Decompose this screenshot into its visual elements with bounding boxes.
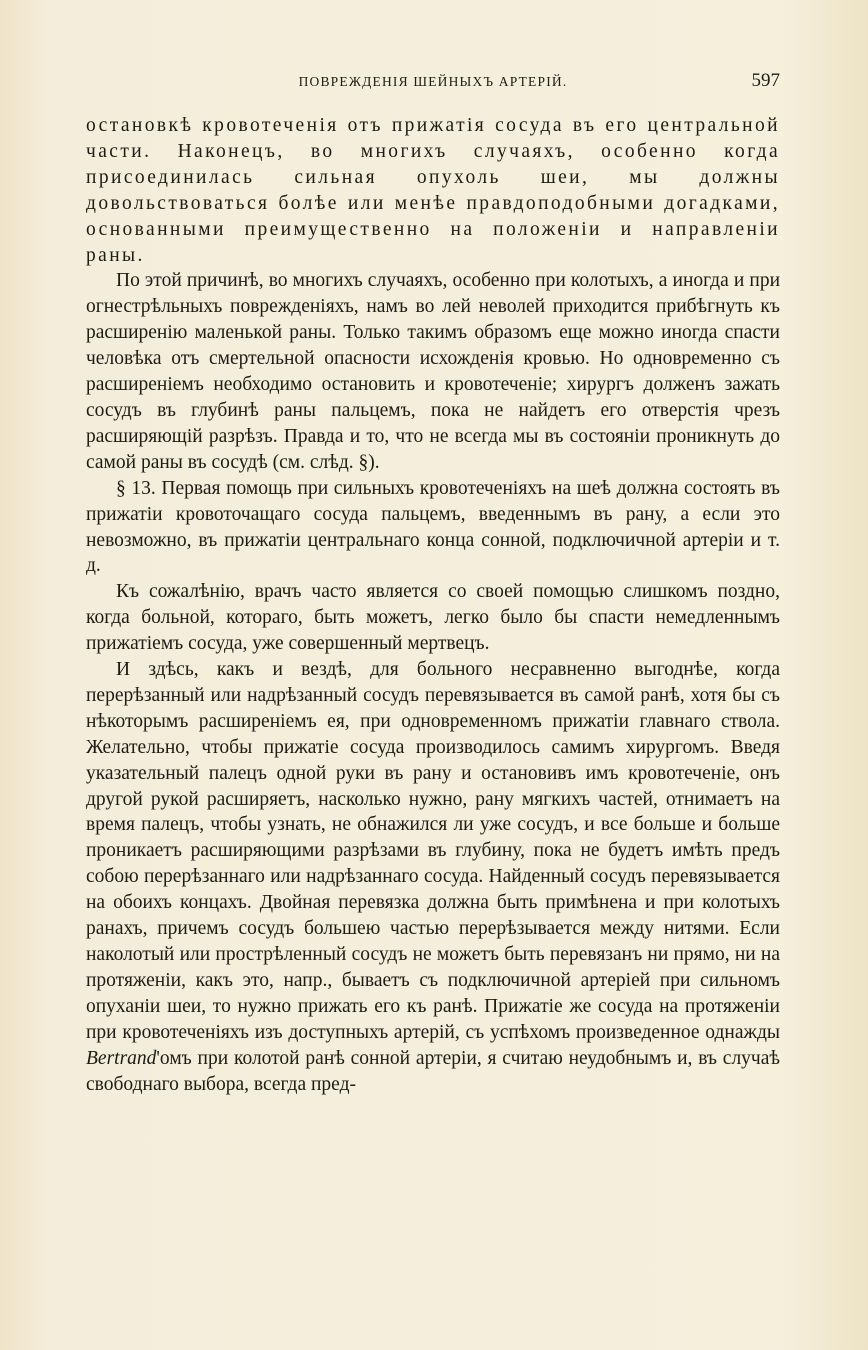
paragraph-section-13: § 13. Первая помощь при сильныхъ кровотеченiяхъ на шеѣ должна состоять въ прижатiи кровоточащаго сосуда пальцемъ, введеннымъ въ рану, а если это невозможно, въ прижатiи центральнаго конца сонной, подключичной артерiи и т. д.: [86, 477, 780, 577]
paragraph-ligation: [86, 657, 780, 1097]
paragraph-late-help: Къ сожалѣнiю, врачъ часто является со своей помощью слишкомъ поздно, когда больной, котораго, быть можетъ, легко было бы спасти немедленнымъ прижатiемъ сосуда, уже совершенный мертвецъ.: [86, 581, 780, 655]
ligation-text-start: И здѣсь, какъ и вездѣ, для больного несравненно выгоднѣе, когда перерѣзанный или надрѣзанный сосудъ перевязывается въ самой ранѣ, хотя бы съ нѣкоторымъ расширенiемъ ея, при одновременномъ прижатiи главнаго ствола. Желательно, чтобы прижатiе сосуда производилось самимъ хирургомъ. Введя указательный палецъ одной руки въ рану и остановивъ имъ кровотеченiе, онъ другой рукой расширяетъ, насколько нужно, рану мягкихъ частей, отнимаетъ на время палецъ, чтобы узнать, не обнажился ли уже сосудъ, и все больше и больше проникаетъ расширяющими разрѣзами въ глубину, пока не будетъ имѣть предъ собою перерѣзаннаго или надрѣзаннаго сосуда. Найденный сосудъ перевязывается на обоихъ концахъ. Двойная перевязка должна быть примѣнена и при колотыхъ ранахъ, причемъ сосудъ большею частью перерѣзывается между нитями. Если наколотый или прострѣленный сосудъ не можетъ быть перевязанъ ни прямо, ни на протяженiи, какъ это, напр., бываетъ съ подключичной артерiей при сильномъ опуханiи шеи, то нужно прижать его къ ранѣ. Прижатiе же сосуда на протяженiи при кровотеченiяхъ изъ доступныхъ артерiй, съ успѣхомъ произведенное однажды: [86, 659, 780, 1043]
paragraph-continuation: остановкѣ кровотеченiя отъ прижатiя сосуда въ его центральной части. Наконецъ, во многихъ случаяхъ, особенно когда присоединилась сильная опухоль шеи, мы должны довольствоваться болѣе или менѣе правдоподобными догадками, основанными преимущественно на положенiи и направленiи раны.: [86, 115, 780, 266]
page-header: [86, 70, 780, 96]
ligation-text-end: 'омъ при колотой ранѣ сонной артерiи, я считаю неудобнымъ и, въ случаѣ свободнаго выбора, всегда пред-: [86, 1047, 780, 1095]
page-number: 597: [751, 70, 780, 91]
paragraph-wound-widening: По этой причинѣ, во многихъ случаяхъ, особенно при колотыхъ, а иногда и при огнестрѣльныхъ поврежденiяхъ, намъ во лей неволей приходится прибѣгнуть къ расширенiю маленькой раны. Только такимъ образомъ еще можно иногда спасти человѣка отъ смертельной опасности исхожденiя кровью. Но одновременно съ расширенiемъ необходимо остановить и кровотеченiе; хирургъ долженъ зажать сосудъ въ глубинѣ раны пальцемъ, пока не найдетъ его отверстiя чрезъ расширяющiй разрѣзъ. Правда и то, что не всегда мы въ состоянiи проникнуть до самой раны въ сосудѣ (см. слѣд. §).: [86, 270, 780, 473]
author-name-bertrand: Bertrand: [86, 1047, 157, 1069]
running-title: ПОВРЕЖДЕНIЯ ШЕЙНЫХЪ АРТЕРIЙ.: [298, 74, 568, 89]
page-body: [86, 113, 780, 1097]
